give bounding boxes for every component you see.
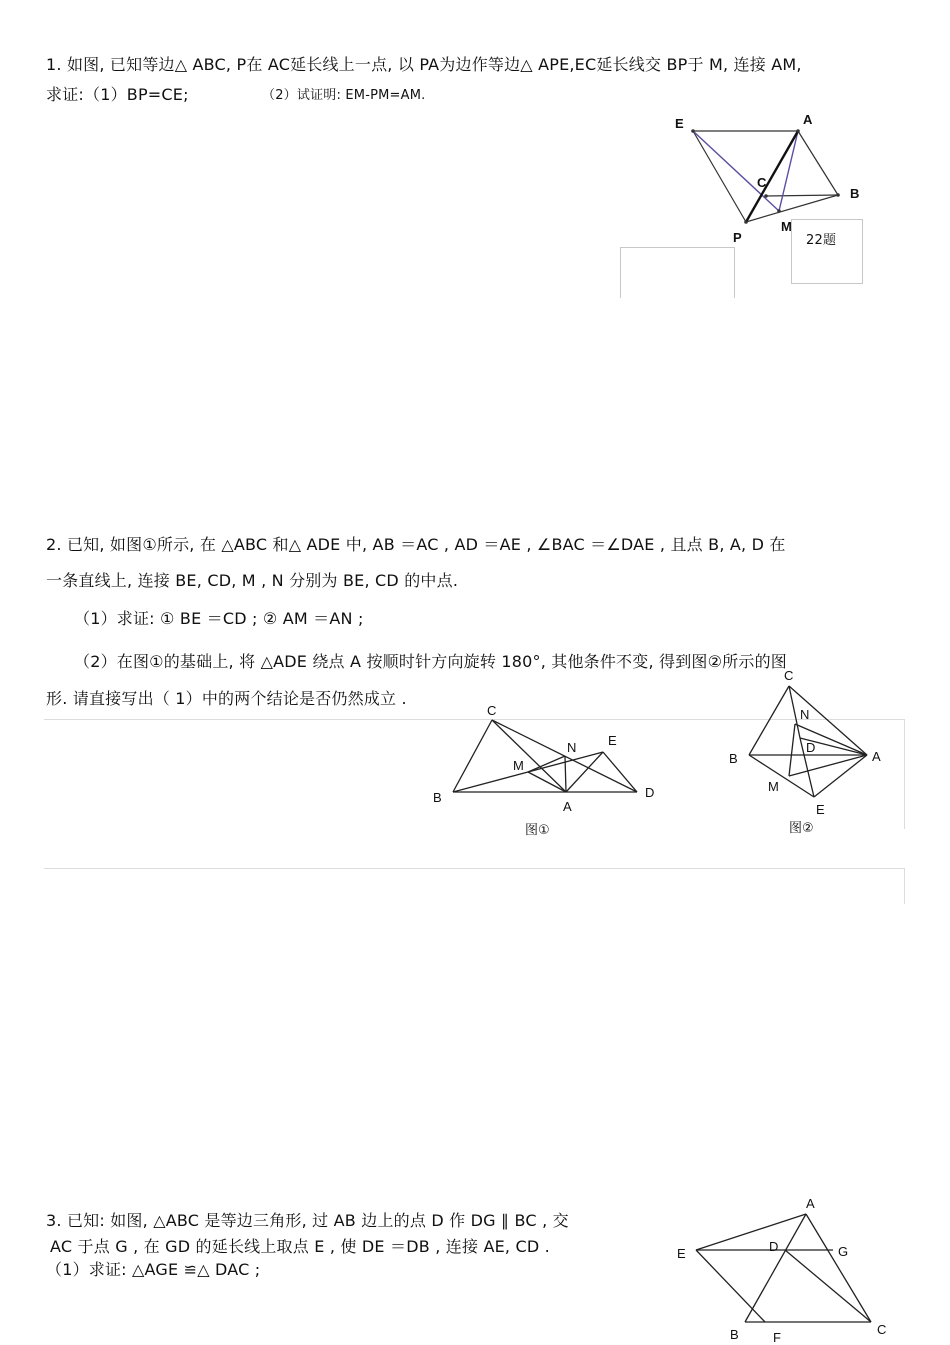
fig1-label-B: B <box>433 790 442 805</box>
label-M: M <box>781 219 792 234</box>
problem1-line1: 1. 如图, 已知等边△ ABC, P在 AC延长线上一点, 以 PA为边作等边△ APE,EC延长线交 BP于 M, 连接 AM, <box>46 55 802 74</box>
divider-bottom <box>44 868 905 869</box>
label-B: B <box>850 186 860 201</box>
problem2-line2: 一条直线上, 连接 BE, CD, M , N 分别为 BE, CD 的中点. <box>46 571 459 590</box>
problem2-figure1 <box>420 690 670 850</box>
label-E: E <box>675 116 684 131</box>
problem2-line3: （1）求证: ① BE ＝CD ; ② AM ＝AN ; <box>74 609 364 628</box>
fig2-label-B: B <box>729 751 738 766</box>
label-A: A <box>803 112 813 127</box>
fig2-caption: 图② <box>789 821 814 836</box>
fig3-label-B: B <box>730 1327 739 1342</box>
problem2-line4: （2）在图①的基础上, 将 △ADE 绕点 A 按顺时针方向旋转 180°, 其他条件不变, 得到图②所示的图 <box>74 652 787 671</box>
fig3-label-E: E <box>677 1246 686 1261</box>
fig1-label-C: C <box>487 703 497 718</box>
figure-tag: 22题 <box>806 233 837 248</box>
fig2-label-C: C <box>784 668 794 683</box>
label-C: C <box>757 175 767 190</box>
fig2-label-N: N <box>800 707 810 722</box>
problem3-line1: 3. 已知: 如图, △ABC 是等边三角形, 过 AB 边上的点 D 作 DG ∥ BC , 交 <box>46 1211 569 1230</box>
fig2-label-D: D <box>806 740 816 755</box>
fig2-label-E: E <box>816 802 825 817</box>
problem3-line3: （1）求证: △AGE ≌△ DAC ; <box>46 1260 261 1279</box>
fig3-label-D: D <box>769 1239 779 1254</box>
divider-right <box>904 719 905 829</box>
fig1-label-A: A <box>563 799 572 814</box>
fig1-caption: 图① <box>525 823 550 838</box>
divider-right-lower <box>904 868 905 904</box>
fig3-label-C: C <box>877 1322 887 1337</box>
fig2-label-A: A <box>872 749 881 764</box>
problem3-figure <box>670 1190 900 1345</box>
fig2-label-M: M <box>768 779 779 794</box>
problem3-line2: AC 于点 G , 在 GD 的延长线上取点 E , 使 DE ＝DB , 连接 AE, CD . <box>50 1237 550 1256</box>
fig3-label-F: F <box>773 1330 781 1345</box>
fig1-label-E: E <box>608 733 617 748</box>
fig1-label-N: N <box>567 740 577 755</box>
fig3-label-G: G <box>838 1244 849 1259</box>
problem2-line5: 形. 请直接写出（ 1）中的两个结论是否仍然成立 . <box>46 689 407 708</box>
fig1-label-M: M <box>513 758 524 773</box>
problem2-line1: 2. 已知, 如图①所示, 在 △ABC 和△ ADE 中, AB ＝AC , AD ＝AE , ∠BAC ＝∠DAE , 且点 B, A, D 在 <box>46 535 786 554</box>
fig3-label-A: A <box>806 1196 815 1211</box>
fig1-label-D: D <box>645 785 655 800</box>
problem1-line2-part2: （2）试证明: EM-PM=AM. <box>262 88 426 103</box>
problem2-figure2 <box>720 660 895 840</box>
problem1-line2-part1: 求证:（1）BP=CE; <box>46 85 189 104</box>
blank-frame <box>620 247 735 298</box>
label-P: P <box>733 230 742 245</box>
